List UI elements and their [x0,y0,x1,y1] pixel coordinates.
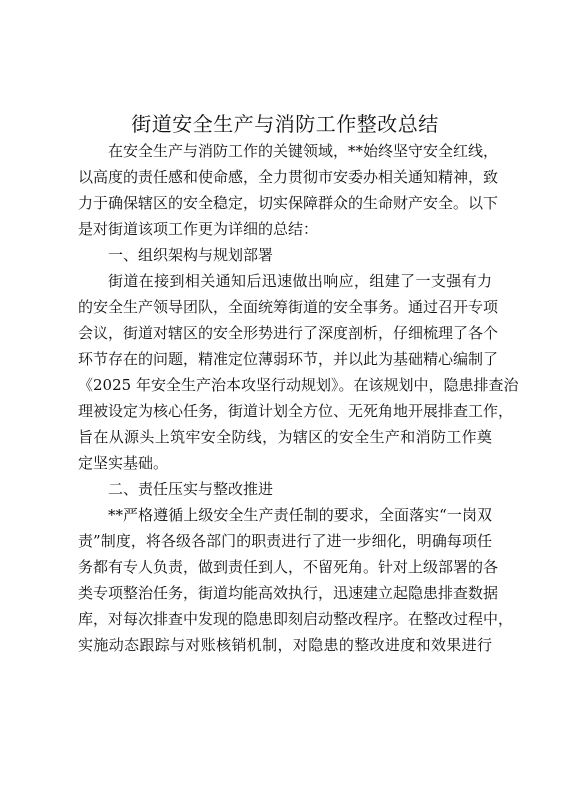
section-2-line-6: 实施动态跟踪与对账核销机制，对隐患的整改进度和效果进行 [78,636,492,654]
intro-line-1: 在安全生产与消防工作的关键领域，**始终坚守安全红线， [108,142,499,160]
intro-line-3: 力于确保辖区的安全稳定，切实保障群众的生命财产安全。以下 [78,194,499,212]
section-1-line-8: 定坚实基础。 [78,454,169,472]
section-1-line-1: 街道在接到相关通知后迅速做出响应，组建了一支强有力 [108,272,492,290]
section-1-line-4: 环节存在的问题，精准定位薄弱环节，并以此为基础精心编制了 [78,350,499,368]
section-2-line-1: **严格遵循上级安全生产责任制的要求，全面落实“一岗双 [108,506,492,524]
section-2-line-3: 务都有专人负责，做到责任到人，不留死角。针对上级部署的各 [78,558,499,576]
section-2-heading: 二、责任压实与整改推进 [108,480,274,498]
section-2-line-4: 类专项整治任务，街道均能高效执行，迅速建立起隐患排查数据 [78,584,499,602]
section-1-line-6: 理被设定为核心任务，街道计划全方位、无死角地开展排查工作， [78,402,514,420]
section-2-line-2: 责”制度，将各级各部门的职责进行了进一步细化，明确每项任 [78,532,492,550]
section-1-line-3: 会议，街道对辖区的安全形势进行了深度剖析，仔细梳理了各个 [78,324,499,342]
section-2-line-5: 库，对每次排查中发现的隐患即刻启动整改程序。在整改过程中， [78,610,514,628]
section-1-line-2: 的安全生产领导团队，全面统筹街道的安全事务。通过召开专项 [78,298,499,316]
intro-line-2: 以高度的责任感和使命感，全力贯彻市安委办相关通知精神，致 [78,168,499,186]
intro-line-4: 是对街道该项工作更为详细的总结： [78,220,319,238]
section-1-heading: 一、组织架构与规划部署 [108,246,274,264]
section-1-line-7: 旨在从源头上筑牢安全防线，为辖区的安全生产和消防工作奠 [78,428,492,446]
document-title: 街道安全生产与消防工作整改总结 [131,112,439,136]
section-1-line-5: 《2025 年安全生产治本攻坚行动规划》。在该规划中，隐患排查治 [78,376,519,394]
